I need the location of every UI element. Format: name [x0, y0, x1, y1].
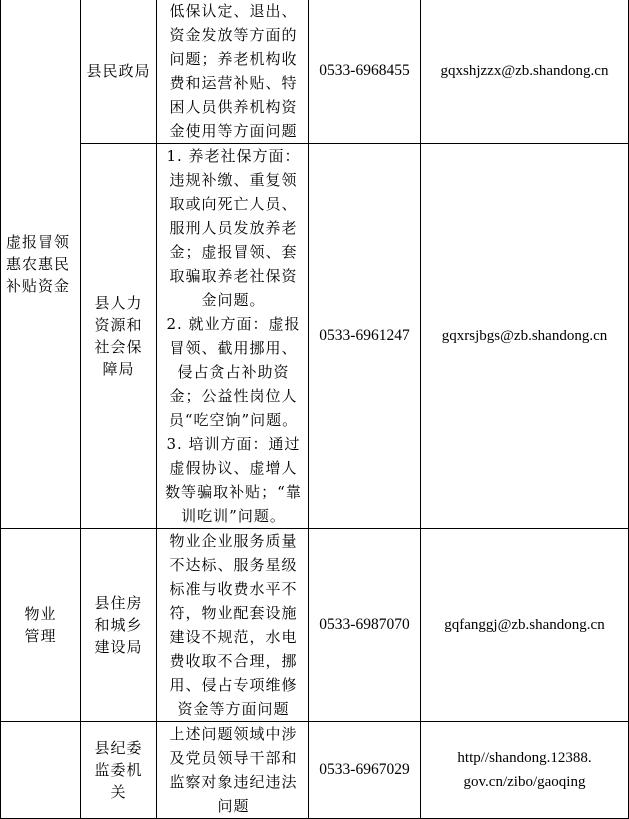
category-label: 虚报冒领惠农惠民补贴资金 [6, 232, 71, 295]
report-url[interactable]: http//shandong.12388.gov.cn/zibo/gaoqing [457, 750, 592, 790]
email-cell [421, 144, 629, 529]
phone-cell [309, 722, 421, 819]
issue-cell [157, 529, 309, 722]
issue-text: 低保认定、退出、资金发放等方面的问题；养老机构收费和运营补贴、特困人员供养机构资金使用等方面问题 [169, 2, 298, 140]
issue-item: 3. 培训方面：通过虚假协议、虚增人数等骗取补贴；“靠训吃训”问题。 [165, 435, 302, 525]
issue-text: 物业企业服务质量不达标、服务星级标准与收费水平不符，物业配套设施建设不规范，水电费收取不合理，挪用、侵占专项维修资金等方面问题 [169, 532, 298, 718]
category-cell [1, 529, 81, 722]
department-cell [81, 529, 157, 722]
issue-cell [157, 722, 309, 819]
department-name: 县住房和城乡建设局 [94, 594, 143, 656]
department-name: 县人力资源和社会保障局 [94, 294, 143, 378]
department-name: 县民政局 [86, 62, 151, 80]
table-row [1, 0, 629, 144]
issue-item: 2. 就业方面：虚报冒领、截用挪用、侵占贪占补助资金；公益性岗位人员“吃空饷”问题。 [166, 315, 301, 429]
phone-cell [309, 0, 421, 144]
email-cell [421, 529, 629, 722]
email-address: gqfanggj@zb.shandong.cn [444, 617, 605, 633]
table-row [1, 722, 629, 819]
issue-text: 上述问题领域中涉及党员领导干部和监察对象违纪违法问题 [169, 725, 298, 815]
phone-cell [309, 144, 421, 529]
phone-cell [309, 529, 421, 722]
phone-number: 0533-6967029 [319, 761, 410, 778]
category-label: 物业管理 [24, 605, 57, 645]
email-address: gqxshjzzx@zb.shandong.cn [440, 63, 609, 79]
url-cell [421, 722, 629, 819]
table-row [1, 144, 629, 529]
table-row [1, 529, 629, 722]
email-address: gqxrsjbgs@zb.shandong.cn [441, 328, 608, 344]
phone-number: 0533-6987070 [319, 616, 410, 633]
department-name: 县纪委监委机关 [94, 739, 143, 801]
phone-number: 0533-6968455 [319, 62, 410, 79]
department-cell [81, 144, 157, 529]
department-cell [81, 722, 157, 819]
department-cell [81, 0, 157, 144]
category-cell [1, 722, 81, 819]
email-cell [421, 0, 629, 144]
issue-item: 1. 养老社保方面：违规补缴、重复领取或向死亡人员、服刑人员发放养老金；虚报冒领、套取骗取养老社保资金问题。 [166, 147, 301, 309]
phone-number: 0533-6961247 [319, 327, 410, 344]
issue-cell [157, 0, 309, 144]
issue-cell [157, 144, 309, 529]
category-cell [1, 0, 81, 529]
